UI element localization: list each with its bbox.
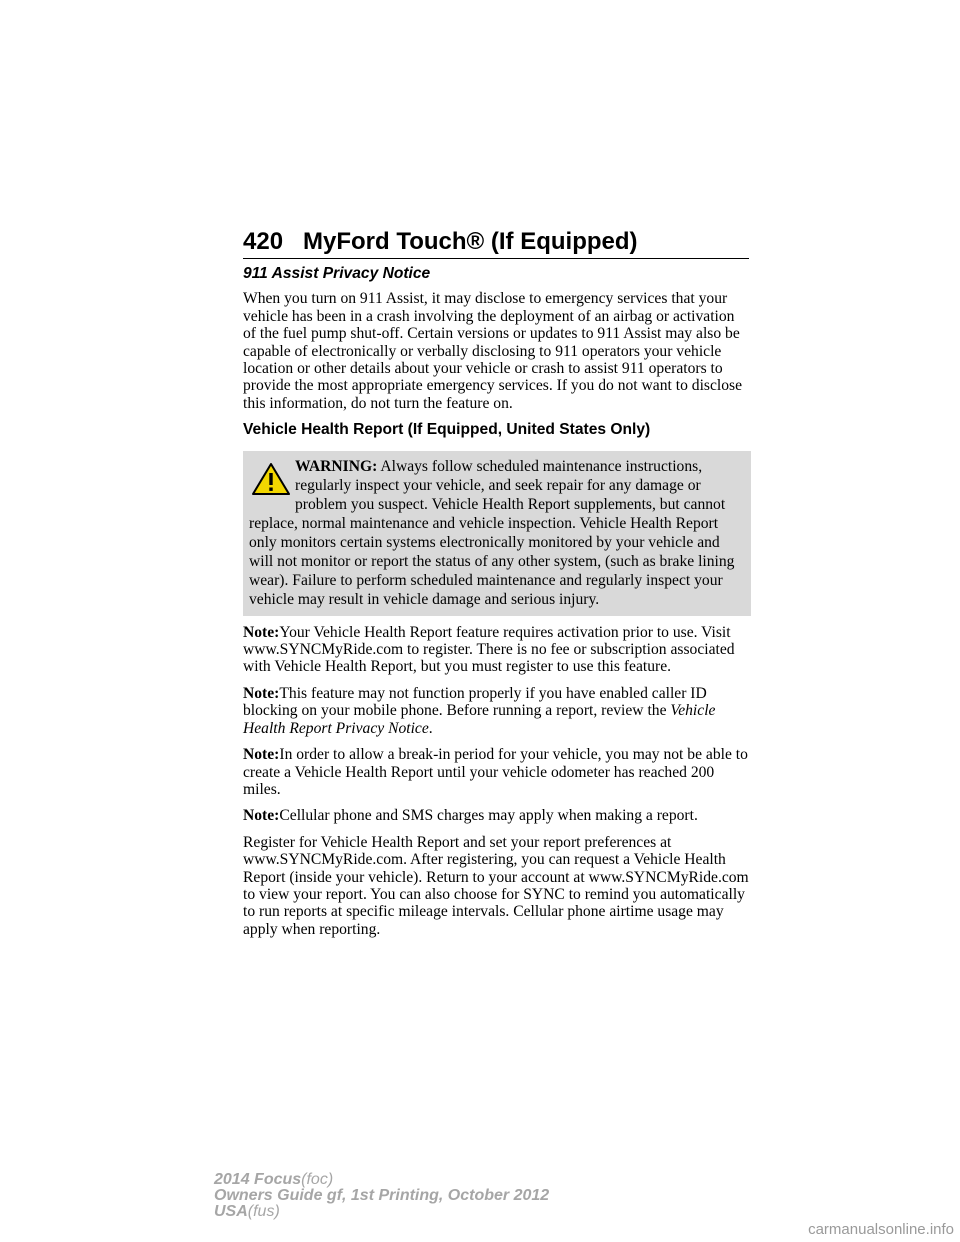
paragraph-911-privacy: When you turn on 911 Assist, it may disclose to emergency services that your vehicle has been in a crash involving the deployment of an airbag or activation of the fuel pump shut-off. Certain versions or updates to 911 Assist may also be capable of electronically or verbally disclosing to 911 operators your vehicle location or other details about your vehicle or crash to assist 911 operators to provide the most appropriate emergency services. If you do not want to disclose this information, do not turn the feature on. bbox=[243, 290, 743, 412]
document-footer bbox=[214, 1172, 549, 1220]
watermark: carmanualsonline.info bbox=[808, 1221, 954, 1238]
note-text: In order to allow a break-in period for your vehicle, you may not be able to create a Vehicle Health Report until your vehicle odometer has reached 200 miles. bbox=[243, 746, 748, 798]
section-heading-911-privacy: 911 Assist Privacy Notice bbox=[243, 265, 431, 282]
footer-market-code: (fus) bbox=[247, 1203, 280, 1220]
note-text: This feature may not function properly if you have enabled caller ID blocking on your mobile phone. Before running a report, review the bbox=[243, 684, 707, 720]
note-text: Your Vehicle Health Report feature requires activation prior to use. Visit www.SYNCMyRide.com to register. There is no fee or subscription associated with Vehicle Health Report, but you must register to use this feature. bbox=[243, 623, 735, 676]
paragraph-register: Register for Vehicle Health Report and set your report preferences at www.SYNCMyRide.com. After registering, you can request a Vehicle Health Report (inside your vehicle). Return to your account at www.SYNCMyRide.com to view your report. You can also choose for SYNC to remind you automatically to run reports at specific mileage intervals. Cellular phone airtime usage may apply when reporting. bbox=[243, 833, 749, 938]
page-title: MyFord Touch® (If Equipped) bbox=[303, 228, 638, 255]
note-charges bbox=[243, 807, 751, 824]
warning-text: Always follow scheduled maintenance instructions, regularly inspect your vehicle, and seek repair for any damage or problem you suspect. Vehicle Health Report supplements, but cannot replace, normal maintenance and vehicle inspection. Vehicle Health Report only monitors certain systems electronically monitored by your vehicle and will not monitor or report the status of any other system, (such as brake lining wear). Failure to perform scheduled maintenance and regularly inspect your vehicle may result in vehicle damage and serious injury. bbox=[249, 457, 735, 608]
footer-model: 2014 Focus bbox=[214, 1171, 302, 1188]
note-break-in bbox=[243, 746, 751, 798]
note-text: Cellular phone and SMS charges may apply when making a report. bbox=[279, 807, 698, 825]
section-heading-vehicle-health-report: Vehicle Health Report (If Equipped, United States Only) bbox=[243, 421, 651, 439]
footer-line-guide: Owners Guide gf, 1st Printing, October 2012 bbox=[214, 1187, 550, 1204]
page-content bbox=[243, 265, 751, 947]
footer-model-code: (foc) bbox=[301, 1171, 334, 1188]
note-label: Note: bbox=[243, 746, 280, 764]
note-label: Note: bbox=[243, 623, 280, 641]
footer-line-market bbox=[214, 1204, 549, 1220]
footer-line-model bbox=[214, 1172, 549, 1188]
warning-box bbox=[243, 451, 751, 616]
warning-triangle-icon bbox=[251, 462, 291, 496]
privacy-notice-reference: Vehicle Health Report Privacy Notice bbox=[243, 702, 716, 737]
note-label: Note: bbox=[243, 684, 280, 702]
note-label: Note: bbox=[243, 807, 280, 825]
note-activation bbox=[243, 624, 751, 676]
warning-label: WARNING: bbox=[295, 457, 378, 475]
note-caller-id bbox=[243, 685, 751, 737]
footer-market: USA bbox=[214, 1203, 248, 1220]
page-header bbox=[243, 222, 749, 259]
page-number: 420 bbox=[243, 228, 284, 255]
note-tail: . bbox=[428, 719, 433, 737]
